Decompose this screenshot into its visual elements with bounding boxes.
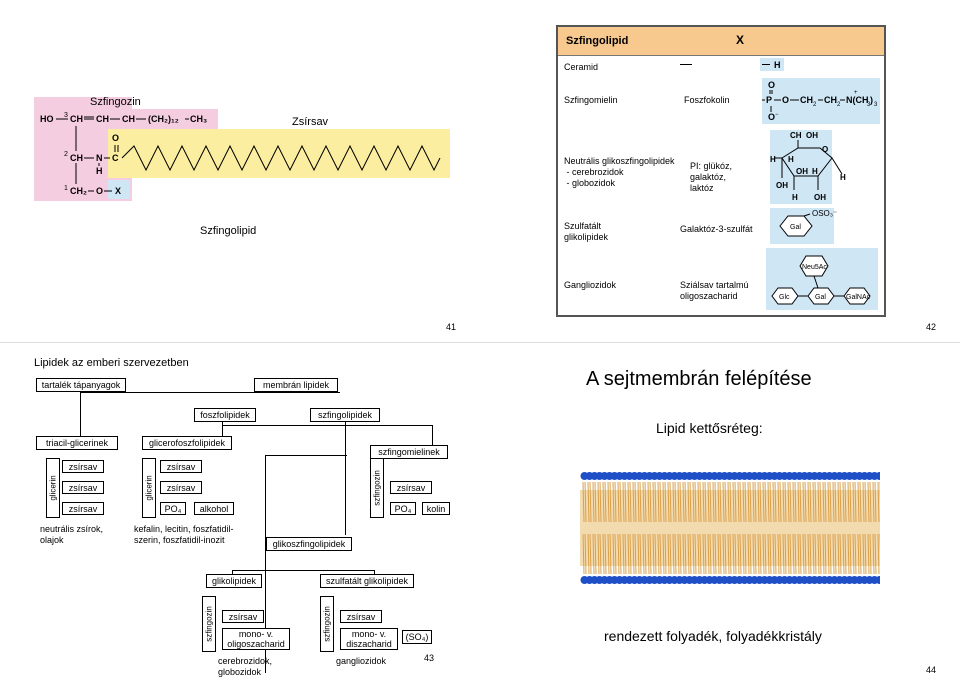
row-neutral-glyco: Neutrális glikoszfingolipidek - cerebrozidok - globozidok (564, 156, 675, 188)
page-number: 42 (926, 322, 937, 332)
connector (432, 425, 433, 445)
svg-text:CH: CH (790, 131, 802, 140)
svg-text:2: 2 (813, 102, 817, 108)
formula-num2: 2 (64, 151, 68, 158)
box-szfingomielinek: szfingomielinek (370, 445, 448, 459)
szfingozin-block: szfingozin (370, 458, 384, 518)
connector (80, 392, 340, 393)
svg-text:O: O (782, 95, 790, 105)
svg-text:H: H (812, 167, 818, 176)
svg-text:3: 3 (867, 102, 871, 108)
svg-text:H: H (840, 173, 846, 182)
glicerin-block: glicerin (46, 458, 60, 518)
svg-text:OH: OH (814, 193, 826, 202)
gangliozidok-label: gangliozidok (336, 656, 387, 666)
svg-text:CH: CH (800, 95, 813, 105)
phosphocholine-structure (762, 78, 880, 124)
formula-x: X (115, 186, 122, 196)
ganglioside-icon (766, 248, 878, 310)
row-sulfated: Szulfatált glikolipidek (564, 221, 609, 242)
svg-text:H: H (770, 155, 776, 164)
formula-o2: O (96, 186, 104, 196)
box-glikolipidek: glikolipidek (206, 574, 262, 588)
svg-text:OH: OH (796, 167, 808, 176)
formula-chain: (CH₂)₁₂ (148, 114, 179, 124)
svg-text:OH: OH (806, 131, 818, 140)
row-sulfated-x: Galaktóz-3-szulfát (680, 224, 753, 234)
svg-text:CH: CH (824, 95, 837, 105)
formula-h: H (96, 166, 103, 176)
szfingozin-block: szfingozin (202, 596, 216, 652)
formula-o: O (112, 133, 120, 143)
page-number: 43 (424, 653, 435, 663)
row-gangliosides: Gangliozidok (564, 280, 617, 290)
sugar-ring-structure (762, 128, 862, 208)
box-membran: membrán lipidek (254, 378, 338, 392)
connector (232, 570, 374, 571)
svg-text:H: H (788, 155, 794, 164)
formula-n: N (96, 153, 103, 163)
svg-text:N(CH: N(CH (846, 95, 869, 105)
page-number: 41 (446, 322, 457, 332)
svg-text:−: − (775, 112, 779, 118)
formula-num3: 3 (64, 112, 68, 119)
divider (0, 342, 960, 343)
svg-text:H: H (792, 193, 798, 202)
svg-text:O: O (768, 112, 776, 122)
header-title: Szfingolipid (566, 35, 629, 47)
slide-41 (0, 0, 480, 343)
svg-text:O: O (768, 80, 776, 90)
row-gangliosides-x: Sziálsav tartalmú oligoszacharid (680, 280, 749, 301)
box-glicerofoszfo: glicerofoszfolipidek (142, 436, 232, 450)
fatty-acid-1: zsírsav (62, 460, 104, 473)
header-x: X (736, 33, 745, 47)
sphingolipid-structure (0, 0, 480, 343)
formula-ch2: CH₂ (70, 186, 87, 196)
fatty-acid-1: zsírsav (160, 460, 202, 473)
slide-42 (480, 0, 960, 343)
formula-ch3: CH₃ (190, 114, 208, 124)
ceramid-h-dash (762, 64, 770, 65)
svg-text:3: 3 (874, 102, 878, 108)
fatty-acid: zsírsav (390, 481, 432, 494)
fatty-acid-3: zsírsav (62, 502, 104, 515)
slide-43 (0, 343, 480, 686)
box-tartalek: tartalék tápanyagok (36, 378, 126, 392)
fatty-acid-2: zsírsav (160, 481, 202, 494)
glicerin-block: glicerin (142, 458, 156, 518)
szfingozin-block: szfingozin (320, 596, 334, 652)
choline-block: kolin (422, 502, 450, 515)
formula-ch-c: CH (122, 114, 135, 124)
so4-block: (SO₄) (402, 630, 432, 644)
lipid-bilayer-image (580, 460, 880, 596)
caption: rendezett folyadék, folyadékkristály (604, 628, 822, 644)
connector (222, 425, 432, 426)
formula-ho: HO (40, 114, 54, 124)
fatty-acid-title: Zsírsav (292, 116, 329, 128)
connector (80, 392, 81, 436)
neu5ac-label: Neu5Ac (802, 264, 827, 271)
slide-title: Lipidek az emberi szervezetben (34, 357, 189, 369)
svg-text:O: O (822, 145, 829, 154)
formula-ch-2: CH (70, 153, 83, 163)
sphingolipid-label: Szfingolipid (200, 225, 257, 237)
mono-oligo-block: mono- v. oligoszacharid (222, 628, 290, 650)
connector (345, 455, 346, 535)
row-neutral-glyco-x: PI: glükóz, galaktóz, laktóz (690, 161, 733, 193)
box-triacil: triacil-glicerinek (36, 436, 118, 450)
formula-c: C (112, 153, 119, 163)
sphingosine-title: Szfingozin (90, 96, 141, 108)
subtitle: Lipid kettősréteg: (656, 420, 763, 436)
formula-ch-a: CH (70, 114, 83, 124)
svg-text:Gal: Gal (790, 224, 801, 231)
po4-block: PO₄ (160, 502, 186, 515)
glc-label: Glc (779, 294, 790, 301)
page-number: 44 (926, 665, 937, 675)
svg-text:+: + (854, 90, 858, 96)
formula-ch-b: CH (96, 114, 109, 124)
box-glikoszfingo: glikoszfingolipidek (266, 537, 352, 551)
svg-text:OH: OH (776, 181, 788, 190)
box-foszfolipidek: foszfolipidek (194, 408, 256, 422)
formula-num1: 1 (64, 185, 68, 192)
fatty-acid: zsírsav (222, 610, 264, 623)
row-ceramid: Ceramid (564, 62, 599, 72)
fatty-acid: zsírsav (340, 610, 382, 623)
ceramid-dash (680, 64, 692, 65)
box-szfingolipidek: szfingolipidek (310, 408, 380, 422)
ceramid-h: H (774, 60, 781, 70)
svg-text:P: P (766, 95, 773, 105)
slide-44 (480, 343, 960, 686)
connector (265, 455, 347, 456)
kefalin-label: kefalin, lecitin, foszfatidil- szerin, foszfatidil-inozit (134, 524, 234, 545)
svg-text:2: 2 (837, 102, 841, 108)
row-sphingomyelin-x: Foszfokolin (684, 95, 730, 105)
mono-di-block: mono- v. diszacharid (340, 628, 398, 650)
fatty-acid-2: zsírsav (62, 481, 104, 494)
gal-label: Gal (815, 294, 826, 301)
slide-title: A sejtmembrán felépítése (586, 368, 812, 390)
oso3-label: OSO₃⁻ (812, 209, 838, 218)
alcohol-block: alkohol (194, 502, 234, 515)
row-sphingomyelin: Szfingomielin (564, 95, 618, 105)
neutral-fats-label: neutrális zsírok, olajok (40, 524, 104, 545)
box-szulfatalt: szulfatált glikolipidek (320, 574, 414, 588)
cerebrozidok-label: cerebrozidok, globozidok (218, 656, 273, 677)
svg-text:): ) (870, 95, 873, 105)
galnac-label: GalNAc (846, 294, 871, 301)
po4-block: PO₄ (390, 502, 416, 515)
